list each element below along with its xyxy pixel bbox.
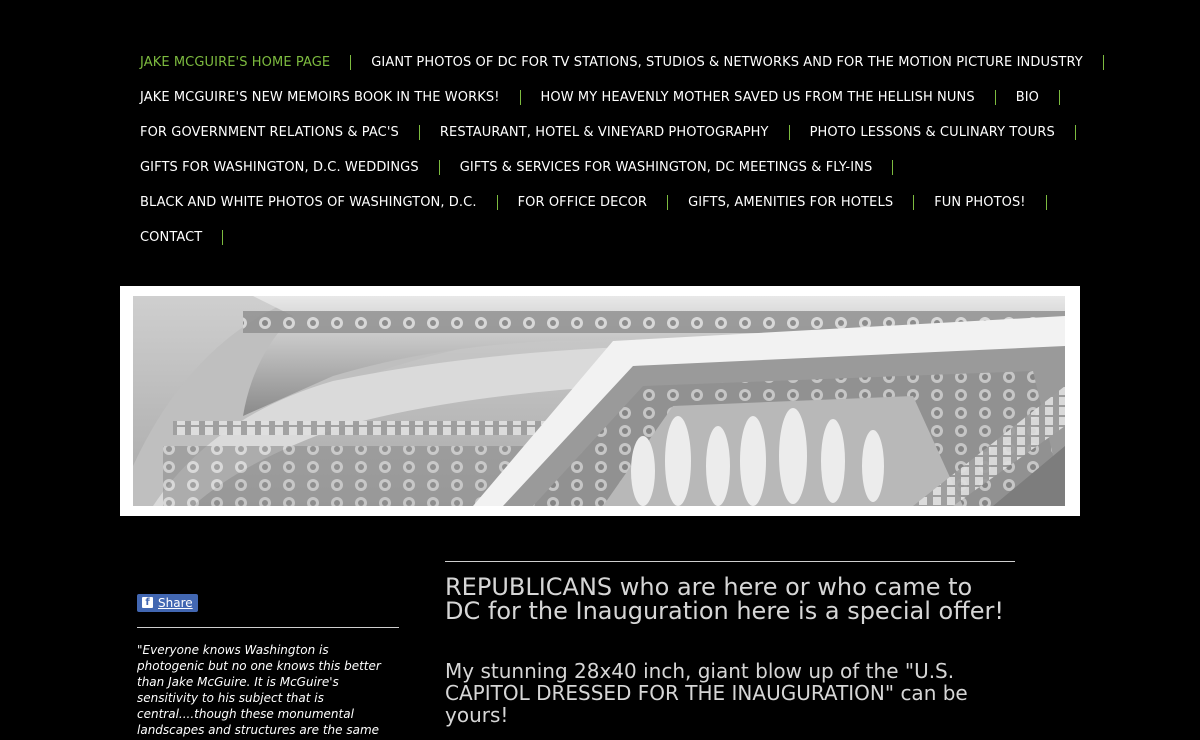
nav-separator (667, 195, 668, 210)
nav-link[interactable] (1016, 90, 1080, 105)
nav-link-label: RESTAURANT, HOTEL & VINEYARD PHOTOGRAPHY (439, 125, 769, 140)
nav-separator (350, 55, 351, 70)
facebook-share-button[interactable] (137, 594, 198, 612)
nav-link[interactable] (934, 195, 1066, 210)
offer-body: My stunning 28x40 inch, giant blow up of the "U.S. CAPITOL DRESSED FOR THE INAUGURATION" can be yours! (445, 659, 968, 727)
content-divider (445, 561, 1015, 562)
nav-separator (419, 125, 420, 140)
nav-link[interactable] (140, 90, 541, 105)
nav-separator (995, 90, 996, 105)
nav-separator (439, 160, 440, 175)
nav-link[interactable] (440, 125, 810, 140)
nav-link-label: PHOTO LESSONS & CULINARY TOURS (809, 125, 1055, 140)
nav-link-label: JAKE MCGUIRE'S HOME PAGE (140, 55, 331, 70)
nav-link[interactable] (541, 90, 1016, 105)
nav-separator (520, 90, 521, 105)
nav-separator (1059, 90, 1060, 105)
sidebar (137, 590, 399, 738)
nav-link-label: FOR OFFICE DECOR (517, 195, 648, 210)
nav-link[interactable] (810, 125, 1096, 140)
capitol-photo (133, 296, 1065, 506)
nav-link-label: HOW MY HEAVENLY MOTHER SAVED US FROM THE HELLISH NUNS (540, 90, 975, 105)
nav-link-label: GIFTS, AMENITIES FOR HOTELS (688, 195, 894, 210)
nav-link-label: FUN PHOTOS! (934, 195, 1026, 210)
nav-link[interactable] (518, 195, 689, 210)
nav-link-label: JAKE MCGUIRE'S NEW MEMOIRS BOOK IN THE WORKS! (140, 90, 500, 105)
nav-row (140, 220, 1080, 255)
offer-headline: REPUBLICANS who are here or who came to DC for the Inauguration here is a special offer! (445, 573, 1005, 625)
nav-link[interactable] (140, 160, 460, 175)
nav-separator (497, 195, 498, 210)
nav-link-label: BIO (1015, 90, 1039, 105)
nav-link-label: GIFTS FOR WASHINGTON, D.C. WEDDINGS (140, 160, 419, 175)
nav-separator (892, 160, 893, 175)
testimonial-quote: "Everyone knows Washington is photogenic but no one knows this better than Jake McGuire. It is McGuire's sensitivity to his subject that is central....though these monumental landscapes and structures are the same (137, 642, 381, 737)
nav-link-label: BLACK AND WHITE PHOTOS OF WASHINGTON, D.C. (140, 195, 477, 210)
nav-row (140, 115, 1080, 150)
nav-row (140, 185, 1080, 220)
nav-separator (913, 195, 914, 210)
nav-link[interactable] (140, 195, 518, 210)
sidebar-divider (137, 627, 399, 628)
nav-link[interactable] (140, 55, 371, 70)
nav-link[interactable] (371, 55, 1124, 70)
nav-separator (789, 125, 790, 140)
facebook-icon: f (142, 597, 153, 608)
capitol-illustration (133, 296, 1065, 506)
share-label: Share (158, 595, 193, 610)
nav-row (140, 45, 1083, 80)
nav-link[interactable] (460, 160, 914, 175)
nav-link-label: GIFTS & SERVICES FOR WASHINGTON, DC MEETINGS & FLY-INS (459, 160, 873, 175)
main-content (445, 561, 1015, 726)
nav-link-label: GIANT PHOTOS OF DC FOR TV STATIONS, STUDIOS & NETWORKS AND FOR THE MOTION PICTURE INDUSTRY (371, 55, 1083, 70)
nav-link-label: FOR GOVERNMENT RELATIONS & PAC'S (140, 125, 399, 140)
nav-link-label: CONTACT (140, 230, 203, 245)
main-navigation (140, 45, 1083, 255)
nav-row (140, 80, 1080, 115)
nav-separator (1046, 195, 1047, 210)
nav-link[interactable] (688, 195, 934, 210)
nav-separator (1075, 125, 1076, 140)
nav-separator (1103, 55, 1104, 70)
header-banner (120, 286, 1080, 516)
nav-row (140, 150, 1080, 185)
nav-link[interactable] (140, 230, 243, 245)
nav-link[interactable] (140, 125, 440, 140)
nav-separator (222, 230, 223, 245)
